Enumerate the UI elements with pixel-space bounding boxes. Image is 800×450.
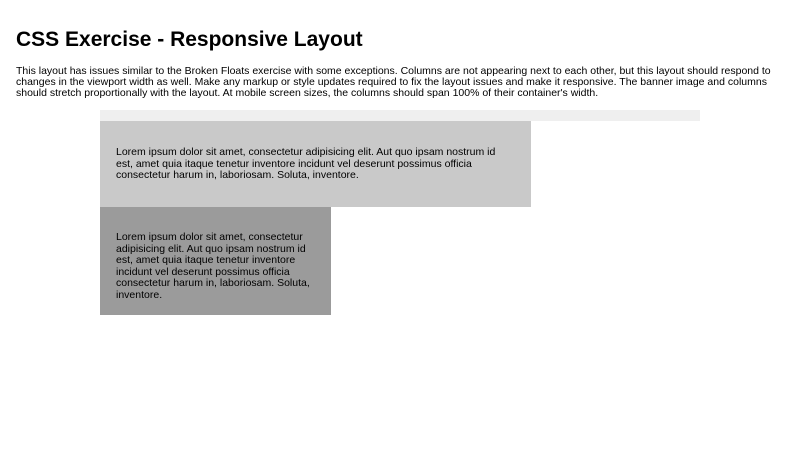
page-title: CSS Exercise - Responsive Layout (16, 28, 363, 51)
column-two-text: Lorem ipsum dolor sit amet, consectetur adipisicing elit. Aut quo ipsam nostrum id est, amet quia itaque tenetur inventore incidunt vel deserunt possimus officia consectetur harum in, laboriosam. Soluta, inventore. (116, 231, 310, 301)
intro-paragraph: This layout has issues similar to the Broken Floats exercise with some exceptions. Columns are not appearing next to each other, but this layout should respond to changes in the viewport width as well. Make any markup or style updates required to fix the layout issues and make it responsive. The banner image and columns should stretch proportionally with the layout. At mobile screen sizes, the columns should span 100% of their container's width. (16, 65, 771, 99)
column-one-text: Lorem ipsum dolor sit amet, consectetur adipisicing elit. Aut quo ipsam nostrum id est, amet quia itaque tenetur inventore incidunt vel deserunt possimus officia consectetur harum in, laboriosam. Soluta, inventore. (116, 146, 496, 181)
banner-image (100, 110, 700, 121)
column-one (100, 121, 531, 207)
column-two (100, 207, 331, 315)
